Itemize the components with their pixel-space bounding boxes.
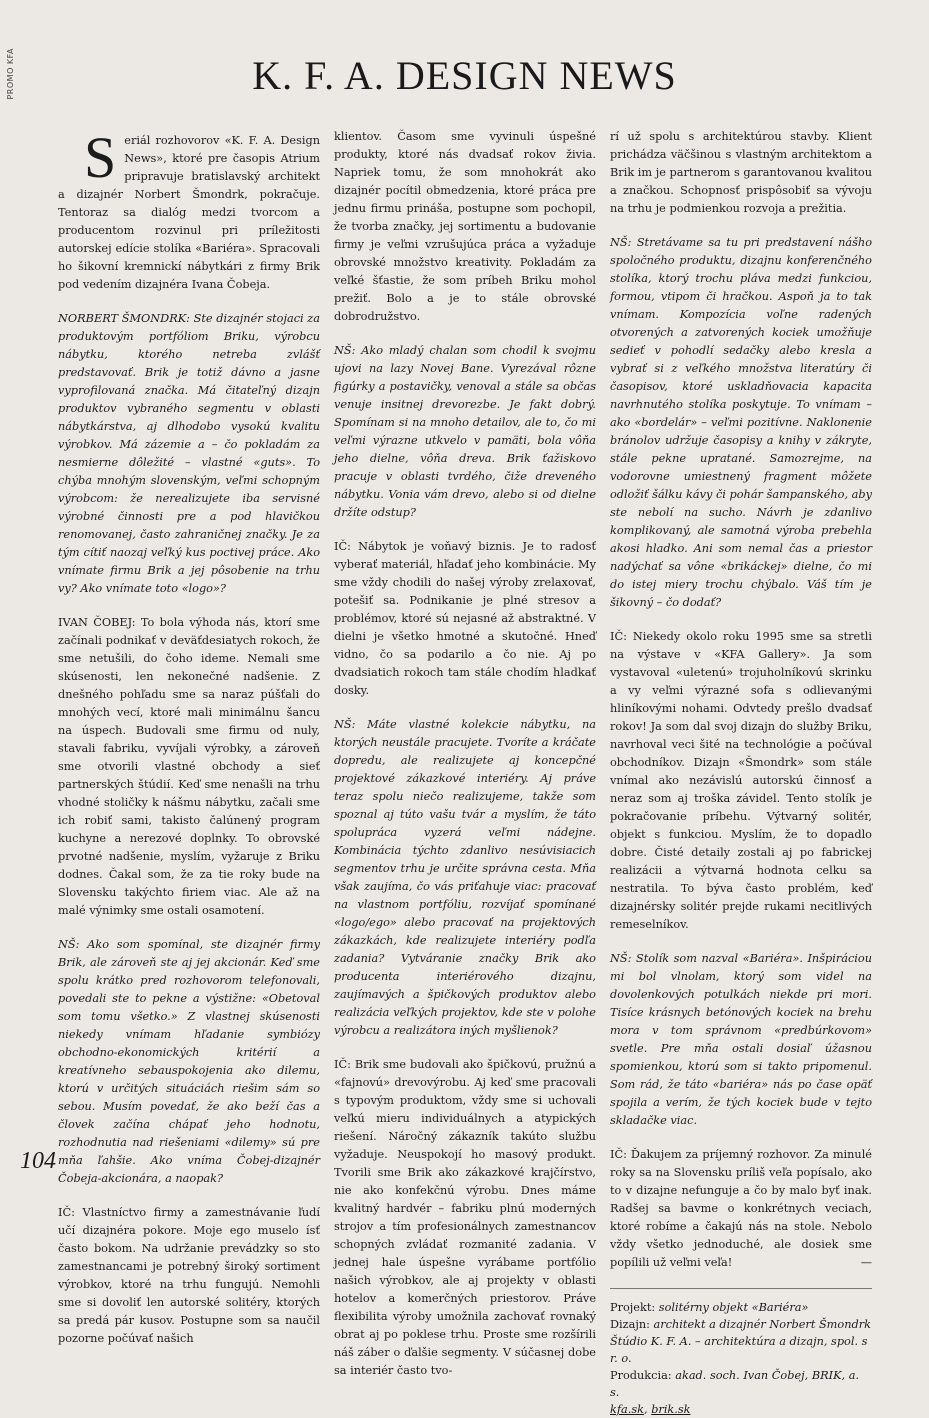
column-3 (610, 128, 872, 1418)
answer-paragraph: IVAN ČOBEJ: To bola výhoda nás, ktorí sme začínali podnikať v deväťdesiatych rokoch, že sme netušili, do čoho ideme. Nemali sme skúsenosti, len nekonečné nadšenie. Z dnešného pohľadu sme sa naraz púšťali do mnohých vecí, ktoré mali minimálnu šancu na úspech. Budovali sme firmu od nuly, stavali fabriku, vyvíjali výrobky, a zároveň sme otvorili vlastné obchody a sieť partnerských štúdií. Keď sme nenašli na trhu vhodné stoličky k nášmu nábytku, začali sme ich robiť sami, takisto čalúnený program kuchyne a nerezové doplnky. To obrovské prvotné nadšenie, myslím, vyžaruje z Briku dodnes. Čakal som, že za tie roky bude na Slovensku takýchto firiem viac. Ale až na malé výnimky sme ostali osamotení. (58, 616, 320, 917)
answer-paragraph: IČ: Brik sme budovali ako špičkovú, pružnú a «fajnovú» drevovýrobu. Aj keď sme pracovali s typovým produktom, vždy sme si uchovali veľkú mieru individuálnych a atypických riešení. Náročný zákazník takúto službu vyžaduje. Neuspokojí ho masový produkt. Tvorili sme Brik ako zákazkové krajčírstvo, nie ako konfekčnú výrobu. Dnes máme kvalitný hardvér – fabriku plnú moderných strojov a tím profesionálnych zamestnancov schopných zvládať rozmanité zadania. V jednej hale úspešne vyrábame portfólio našich výrobkov, ale aj projekty v oblasti hotelov a komerčných priestorov. Práve flexibilita výroby umožnila zachovať rovnaký obrat aj po poklese trhu. Proste sme rozšírili náš záber o ďalšie segmenty. V súčasnej dobe sa interiér často tvo- (334, 1058, 596, 1377)
credit-produkcia: Produkcia: akad. soch. Ivan Čobej, BRIK, a. s. (610, 1369, 860, 1399)
question-paragraph: NŠ: Ako som spomínal, ste dizajnér firmy Brik, ale zároveň ste aj jej akcionár. Keď sme spolu krátko pred rozhovorom telefonovali, povedali ste to pekne a výstižne: «Obetoval som tomu všetko.» Z vlastnej skúsenosti niekedy vnímam hľadanie symbiózy obchodno-ekonomických kritérií a kreatívneho sebauspokojenia ako dilemu, ktorú v určitých situáciách riešim sám so sebou. Musím povedať, že ako beží čas a človek začína chápať jeho hodnotu, rozhodnutia nad riešeniami «dilemy» sú pre mňa ľahšie. Ako vníma Čobej-dizajnér Čobeja-akcionára, a naopak? (58, 938, 320, 1185)
end-mark: — (860, 1256, 872, 1269)
credit-projekt: Projekt: solitérny objekt «Bariéra» (610, 1301, 809, 1314)
answer-paragraph: rí už spolu s architektúrou stavby. Klient prichádza väčšinou s vlastným architektom a Brik im je partnerom s garantovanou kvalitou a značkou. Schopnosť prispôsobiť sa vývoju na trhu je podmienkou rozvoja a prežitia. (610, 130, 872, 215)
credit-studio: Štúdio K. F. A. – architektúra a dizajn, spol. s r. o. (610, 1335, 868, 1365)
answer-paragraph: IČ: Vlastníctvo firmy a zamestnávanie ľudí učí dizajnéra pokore. Moje ego muselo ísť často bokom. Na udržanie prevádzky so sto zamestnancami je potrebný široký sortiment výrobkov, ktoré na trhu fungujú. Nemohli sme si dovoliť len autorské solitéry, ktorých sa predá pár kusov. Postupne som sa naučil pozorne počúvať našich (58, 1206, 320, 1345)
column-2 (334, 128, 596, 1396)
answer-paragraph: IČ: Niekedy okolo roku 1995 sme sa stretli na výstave v «KFA Gallery». Ja som vystavoval «uletenú» trojuholníkovú skrinku a vy veľmi výrazné sofa s odlievanými hliníkovými nohami. Odvtedy prešlo dvadsať rokov! Ja som dal svoj dizajn do služby Briku, navrhoval veci šité na technológie a počúval obchodníkov. Dizajn «Šmondrk» som stále vnímal ako nezávislú autorskú činnosť a neraz som aj troška závidel. Tento stolík je pokračovanie príbehu. Výtvarný solitér, objekt s funkciou. Myslím, že to dopadlo dobre. Čisté detaily zostali aj po fabrickej realizácii a výtvarná hodnota celku sa nestratila. To býva často problém, keď dizajnérsky solitér prejde rukami necitlivých remeselníkov. (610, 630, 872, 931)
column-1 (58, 125, 320, 1364)
answer-paragraph: IČ: Ďakujem za príjemný rozhovor. Za minulé roky sa na Slovensku príliš veľa popísalo, ako to v dizajne nefunguje a čo by malo byť inak. Radšej sa bavme o konkrétnych veciach, ktoré robíme a čakajú nás na stole. Nebolo vždy všetko jednoduché, ale dosiek sme popílili už veľmi veľa! — (610, 1146, 872, 1272)
question-paragraph: NŠ: Ako mladý chalan som chodil k svojmu ujovi na lazy Novej Bane. Vyrezával rôzne figúrky a postavičky, venoval a stále sa občas venuje insitnej drevorezbe. Je fakt dobrý. Spomínam si na mnoho detailov, ale to, čo mi veľmi výrazne utkvelo v pamäti, bola vôňa jeho dielne, vôňa dreva. Brik ťažiskovo pracuje v oblasti tvrdého, čiže dreveného nábytku. Vonia vám drevo, alebo si od dielne držíte odstup? (334, 344, 596, 519)
link-kfa[interactable]: kfa.sk (610, 1403, 644, 1416)
question-paragraph: NŠ: Stretávame sa tu pri predstavení nášho spoločného produktu, dizajnu konferenčného stolíka, ktorý trochu pláva medzi funkciou, formou, vtipom či hračkou. Aspoň ja to tak vnímam. Kompozícia voľne radených otvorených a zatvorených kociek umožňuje sedieť v pohodlí sedačky alebo kresla a vybrať si z veľkého množstva literatúry či časopisov, ktoré uskladňovacia kapacita navrhnutého stolíka poskytuje. To vnímam – ako «bordelár» – veľmi pozitívne. Naklonenie bránolov udržuje časopisy a knihy v zákryte, stále pekne upratané. Samozrejme, na vodorovne umiestnený fragment môžete odložiť šálku kávy či pohár šampanského, aby ste nebolí na sucho. Návrh je zdanlivo komplikovaný, ale samotná výroba prebehla akosi hladko. Ani som nemal čas a priestor nadýchať sa vône «brikáckej» dielne, čo mi do istej miery trochu chýbalo. Váš tím je šikovný – čo dodať? (610, 236, 872, 609)
intro-paragraph: Seriál rozhovorov «K. F. A. Design News», ktoré pre časopis Atrium pripravuje bratislavský architekt a dizajnér Norbert Šmondrk, pokračuje. Tentoraz sa dialóg medzi tvorcom a producentom rozvinul pri príležitosti autorskej edície stolíka «Bariéra». Spracovali ho šikovní kremnickí nábytkári z firmy Brik pod vedením dizajnéra Ivana Čobeja. (58, 125, 320, 291)
question-paragraph: NŠ: Stolík som nazval «Bariéra». Inšpiráciou mi bol vlnolam, ktorý som videl na dovolenkových potulkách niekde pri mori. Tisíce krásnych betónových kociek na brehu mora v tom správnom «predbúrkovom» svetle. Pre mňa ostali dosiaľ úžasnou spomienkou, ktorú som si takto pripomenul. Som rád, že táto «bariéra» nás po čase opäť spojila a verím, že tých kociek bude v tejto skladačke viac. (610, 952, 872, 1127)
page-title: K. F. A. DESIGN NEWS (252, 53, 677, 98)
credits-divider (610, 1288, 872, 1289)
credit-links: kfa.sk, brik.sk (610, 1403, 691, 1416)
credit-dizajn: Dizajn: architekt a dizajnér Norbert Šmondrk (610, 1318, 871, 1331)
credits-block (610, 1299, 872, 1418)
answer-paragraph: klientov. Časom sme vyvinuli úspešné produkty, ktoré nás dvadsať rokov živia. Napriek tomu, že som mnohokrát ako dizajnér pocítil obmedzenia, ktoré práca pre jednu firmu prináša, postupne som pochopil, že tvorba značky, jej sortimentu a budovanie firmy je veľmi vzrušujúca práca a vyžaduje obrovské množstvo kreativity. Pokladám za veľké šťastie, že som príbeh Briku mohol prežiť. Bolo a je to stále obrovské dobrodružstvo. (334, 130, 596, 323)
side-label: PROMO KFA (6, 48, 15, 100)
question-paragraph: NŠ: Máte vlastné kolekcie nábytku, na ktorých neustále pracujete. Tvoríte a kráčate dopredu, ale realizujete aj koncepčné projektové zákazkové interiéry. Aj práve teraz spolu niečo realizujeme, takže som spoznal aj túto vašu tvár a myslím, že táto spolupráca vyzerá veľmi nádejne. Kombinácia týchto zdanlivo nesúvisiacich segmentov trhu je určite správna cesta. Mňa však zaujíma, čo vás priťahuje viac: pracovať na vlastnom portfóliu, rozvíjať spomínané «logo/ego» alebo pracovať na projektových zákazkách, kde realizujete interiéry podľa zadania? Vytváranie značky Brik ako producenta interiérového dizajnu, zaujímavých a špičkových produktov alebo realizácia veľkých projektov, kde ste v polohe výrobcu a realizátora iných myšlienok? (334, 718, 596, 1037)
answer-paragraph: IČ: Nábytok je voňavý biznis. Je to radosť vyberať materiál, hľadať jeho kombinácie. My sme vždy chodili do našej výroby zrelaxovať, potešiť sa. Podnikanie je plné stresov a problémov, ktoré sú nejasné až abstraktné. V dielni je všetko hmotné a skutočné. Hneď vidno, čo sa podarilo a čo nie. Aj po dvadsiatich rokoch tam stále chodím hladkať dosky. (334, 540, 596, 697)
question-paragraph: NORBERT ŠMONDRK: Ste dizajnér stojaci za produktovým portfóliom Briku, výrobcu nábytku, ktorého netreba zvlášť predstavovať. Brik je totiž dávno a jasne vyprofilovaná značka. Má čitateľný dizajn produktov vybraného segmentu v oblasti nábytkárstva, aj dlhodobo vysokú kvalitu výrobkov. Má zázemie a – čo pokladám za nesmierne dôležité – vlastné «guts». To chýba mnohým slovenským, veľmi schopným výrobcom: že nerealizujete iba servisné výrobné činnosti pre a pod hlavičkou renomovanej, často zahraničnej značky. Je za tým cítiť naozaj veľký kus poctivej práce. Ako vnímate firmu Brik a jej pôsobenie na trhu vy? Ako vnímate toto «logo»? (58, 312, 320, 595)
link-brik[interactable]: brik.sk (651, 1403, 691, 1416)
drop-cap: S (84, 125, 117, 190)
page-number: 104 (20, 1148, 56, 1174)
